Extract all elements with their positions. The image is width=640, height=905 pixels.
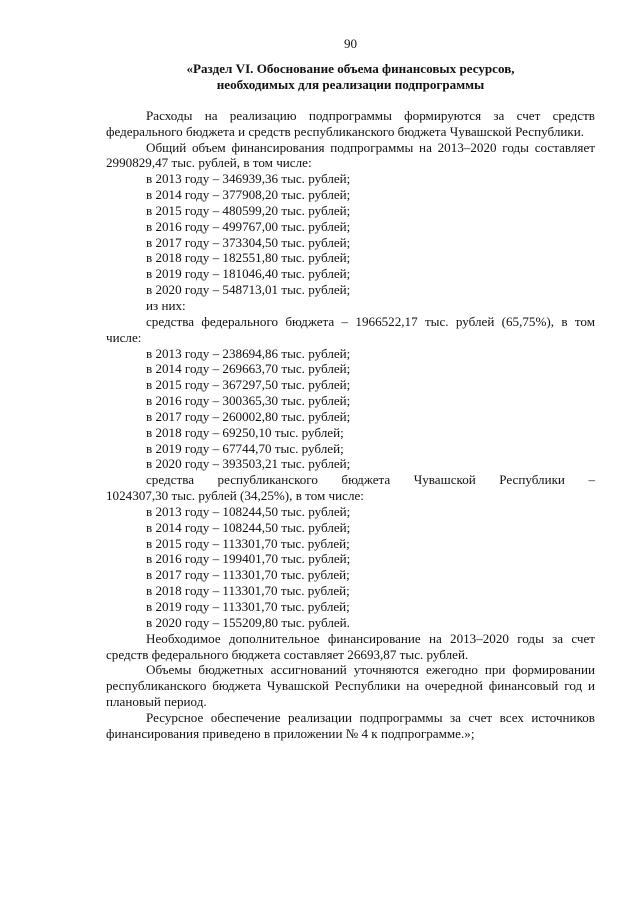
list-item: в 2015 году – 480599,20 тыс. рублей; [146, 202, 351, 218]
document-page [106, 36, 595, 742]
list-item: в 2013 году – 346939,36 тыс. рублей; [146, 171, 351, 187]
list-item: в 2020 году – 548713,01 тыс. рублей; [146, 282, 351, 298]
list-item: в 2020 году – 155209,80 тыс. рублей. [146, 614, 350, 630]
list-item: в 2018 году – 182551,80 тыс. рублей; [146, 250, 351, 266]
list-item: в 2015 году – 113301,70 тыс. рублей; [146, 535, 350, 551]
republic-funding-list [106, 504, 595, 631]
additional-funding-paragraph: Необходимое дополнительное финансирование на 2013–2020 годы за счет средств федерального бюджета составляет 26693,87 тыс. рублей. [106, 630, 595, 662]
list-item: в 2019 году – 67744,70 тыс. рублей; [146, 440, 344, 456]
list-item: в 2018 году – 113301,70 тыс. рублей; [146, 583, 350, 599]
total-funding-list [106, 171, 595, 298]
page-number: 90 [343, 36, 358, 51]
list-item: в 2017 году – 260002,80 тыс. рублей; [146, 408, 351, 424]
list-item: в 2014 году – 269663,70 тыс. рублей; [146, 361, 351, 377]
list-item: в 2015 году – 367297,50 тыс. рублей; [146, 377, 351, 393]
republic-paragraph-line-1: средства республиканского бюджета Чувашской Республики – [146, 472, 595, 488]
federal-paragraph: средства федерального бюджета – 1966522,17 тыс. рублей (65,75%), в том числе: [106, 313, 595, 345]
list-item: в 2017 году – 113301,70 тыс. рублей; [146, 567, 350, 583]
section-title-line-2: необходимых для реализации подпрограммы [216, 76, 485, 92]
list-item: в 2019 году – 113301,70 тыс. рублей; [146, 599, 350, 614]
list-item: в 2013 году – 108244,50 тыс. рублей; [146, 503, 351, 519]
list-item: в 2016 году – 499767,00 тыс. рублей; [146, 218, 351, 234]
list-item: в 2019 году – 181046,40 тыс. рублей; [146, 266, 351, 282]
list-item: в 2013 году – 238694,86 тыс. рублей; [146, 345, 351, 361]
list-item: в 2017 году – 373304,50 тыс. рублей; [146, 234, 351, 250]
list-item: в 2020 году – 393503,21 тыс. рублей; [146, 456, 351, 472]
list-item: в 2016 году – 199401,70 тыс. рублей; [146, 551, 351, 567]
list-item: в 2018 году – 69250,10 тыс. рублей; [146, 424, 344, 440]
intro-paragraph: Расходы на реализацию подпрограммы формируются за счет средств федерального бюджета и средств республиканского бюджета Чувашской Республики. [106, 107, 595, 139]
adjustment-paragraph: Объемы бюджетных ассигнований уточняются ежегодно при формировании республиканского бюджета Чувашской Республики на очередной финансовый год и плановый период. [106, 662, 595, 710]
total-paragraph: Общий объем финансирования подпрограммы на 2013–2020 годы составляет 2990829,47 тыс. рублей, в том числе: [106, 139, 595, 171]
section-title-line-1: «Раздел VI. Обоснование объема финансовых ресурсов, [186, 60, 515, 76]
section-title [106, 61, 595, 93]
republic-paragraph-line-2: 1024307,30 тыс. рублей (34,25%), в том числе: [106, 488, 364, 504]
list-item: в 2014 году – 377908,20 тыс. рублей; [146, 187, 351, 203]
federal-funding-list [106, 346, 595, 473]
resource-paragraph: Ресурсное обеспечение реализации подпрограммы за счет всех источников финансирования приведено в приложении № 4 к подпрограмме.»; [106, 709, 595, 741]
list-item: в 2016 году – 300365,30 тыс. рублей; [146, 393, 351, 409]
list-item: в 2014 году – 108244,50 тыс. рублей; [146, 519, 351, 535]
of-them-label: из них: [146, 297, 186, 313]
